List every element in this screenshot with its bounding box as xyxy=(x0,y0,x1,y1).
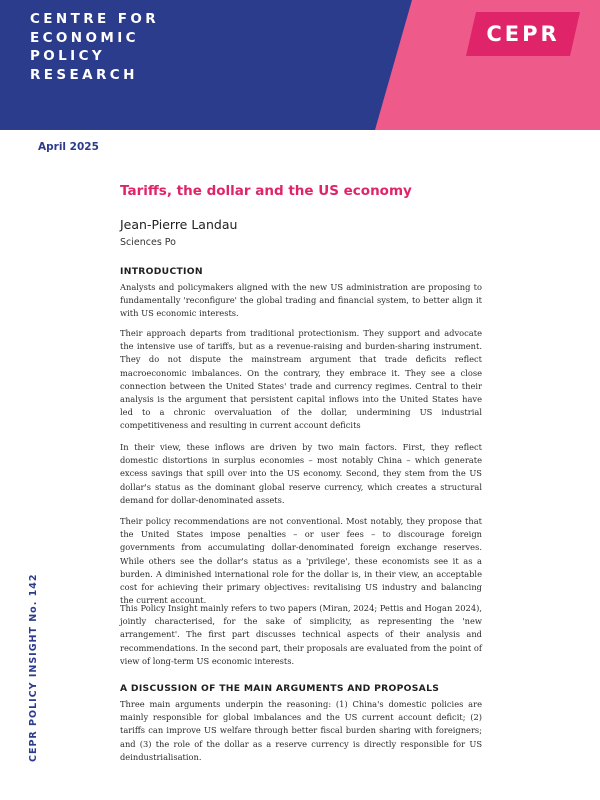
author-name: Jean-Pierre Landau xyxy=(120,217,238,232)
org-name: CENTRE FOR ECONOMIC POLICY RESEARCH xyxy=(30,11,160,83)
paragraph: Their approach departs from traditional protectionism. They support and advocate the intensive use of tariffs, but as a revenue-raising and burden-sharing instrument. They do not dispute the mainstream argument that trade deficits reflect macroeconomic imbalances. On the contrary, they embrace it. They see a close connection between the United States' trade and currency regimes. Central to their analysis is the argument that persistent capital inflows into the United States have led to a chronic overvaluation of the dollar, undermining US industrial competitiveness and resulting in current account deficits xyxy=(120,328,482,431)
paragraph: Analysts and policymakers aligned with the new US administration are proposing to fundamentally 'reconfigure' the global trading and financial system, to better align it with US economic interests. xyxy=(120,282,482,319)
paragraph: Three main arguments underpin the reasoning: (1) China's domestic policies are mainly responsible for global imbalances and the US current account deficit; (2) tariffs can improve US welfare through better fiscal burden sharing with foreigners; and (3) the role of the dollar as a reserve currency is directly responsible for US deindustrialisation. xyxy=(120,699,482,762)
paragraph: Their policy recommendations are not conventional. Most notably, they propose that the United States impose penalties – or user fees – to discourage foreign governments from accumulating dollar-denominated foreign exchange reserves. While others see the dollar's status as a 'privilege', these economists see it as a burden. A diminished international role for the dollar is, in their view, an acceptable cost for achieving their primary objectives: revitalising US industry and balancing the current account. xyxy=(120,516,482,606)
paragraph: In their view, these inflows are driven by two main factors. First, they reflect domestic distortions in surplus economies – most notably China – which generate excess savings that spill over into the US economy. Second, they stem from the US dollar's status as the dominant global reserve currency, which creates a structural demand for dollar-denominated assets. xyxy=(120,442,482,505)
section-heading-discussion: A DISCUSSION OF THE MAIN ARGUMENTS AND PROPOSALS xyxy=(120,683,440,694)
cepr-logo xyxy=(466,12,580,56)
publication-date: April 2025 xyxy=(38,141,99,153)
series-side-label: CEPR POLICY INSIGHT No. 142 xyxy=(28,573,39,762)
author-affiliation: Sciences Po xyxy=(120,237,176,248)
header-band xyxy=(0,0,600,130)
section-heading-introduction: INTRODUCTION xyxy=(120,266,203,277)
document-title: Tariffs, the dollar and the US economy xyxy=(120,183,412,199)
logo-text: CEPR xyxy=(486,22,560,46)
paragraph: This Policy Insight mainly refers to two papers (Miran, 2024; Pettis and Hogan 2024), jointly characterised, for the sake of simplicity, as representing the 'new arrangement'. The first part discusses technical aspects of their analysis and recommendations. In the second part, their proposals are evaluated from the point of view of long-term US economic interests. xyxy=(120,603,482,666)
